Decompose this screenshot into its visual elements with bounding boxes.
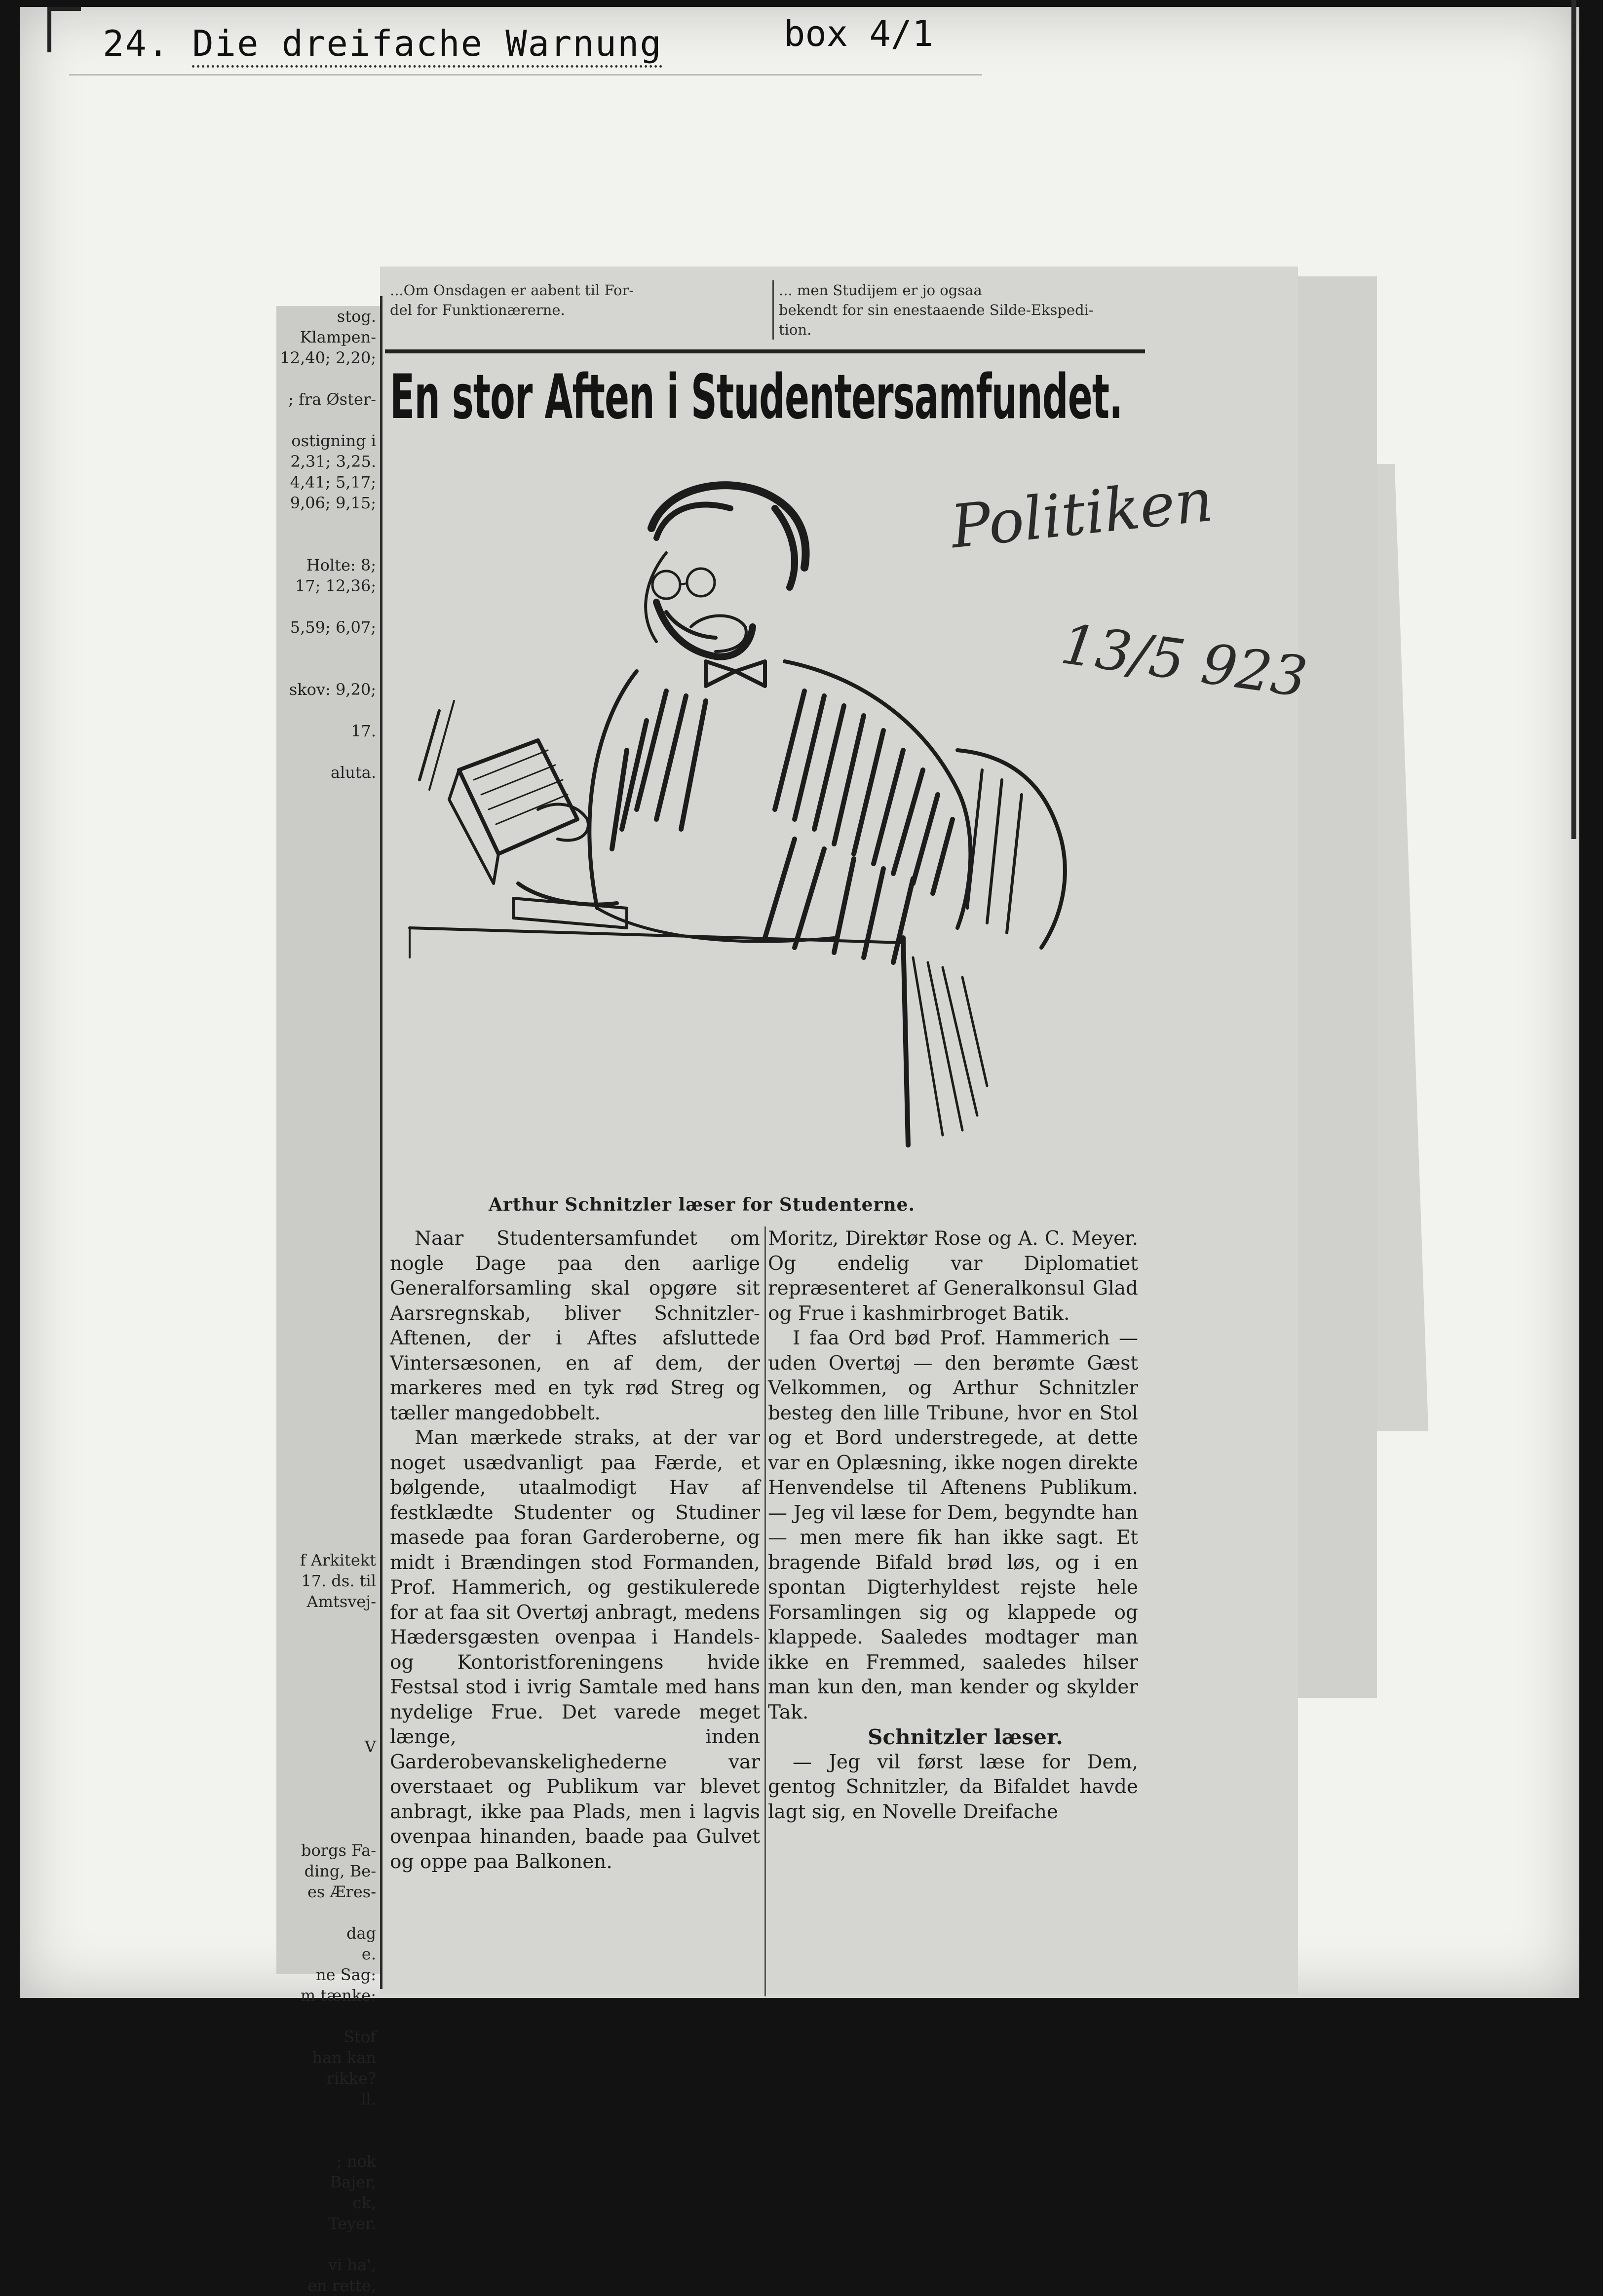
left-margin-line	[276, 969, 376, 990]
left-margin-line: Bajer,	[330, 2173, 376, 2191]
left-margin-line	[276, 1177, 376, 1197]
left-margin-line	[276, 1052, 376, 1073]
left-margin-line: 5,59; 6,07;	[290, 618, 376, 637]
left-margin-line	[276, 1695, 376, 1716]
left-margin-line: Teyer.	[328, 2214, 376, 2233]
left-margin-line	[276, 1384, 376, 1405]
left-margin-line: ll.	[361, 2090, 376, 2108]
left-margin-line	[276, 1322, 376, 1342]
left-margin-line	[276, 1757, 376, 1778]
handwritten-source: Politiken	[948, 466, 1217, 562]
header-box-label: box 4/1	[784, 13, 934, 54]
archive-header	[103, 23, 662, 64]
left-margin-line	[276, 638, 376, 658]
left-margin-line	[276, 866, 376, 886]
top-left-line: del for Funktionærerne.	[390, 302, 565, 318]
left-margin-line: es Æres-	[307, 1882, 376, 1901]
left-margin-line	[276, 1653, 376, 1674]
left-margin-line	[276, 1363, 376, 1384]
left-margin-line: e.	[361, 1945, 376, 1963]
article-column-right	[768, 1226, 1138, 1825]
left-margin-line	[276, 824, 376, 845]
left-margin-line	[276, 1716, 376, 1736]
left-margin-line	[276, 1488, 376, 1508]
left-margin-line	[276, 928, 376, 949]
left-margin-line: 4,41; 5,17;	[290, 473, 376, 492]
clipping-right-extension	[1298, 276, 1377, 1698]
left-margin-line: 2,31; 3,25.	[290, 452, 376, 471]
left-margin-line	[276, 1467, 376, 1488]
header-number: 24.	[103, 23, 170, 64]
left-margin-line: Holte: 8;	[306, 556, 376, 574]
left-margin-line: Klampen-	[300, 328, 376, 346]
left-margin-line: ; nok	[336, 2152, 376, 2171]
header-rule	[69, 74, 982, 76]
handwritten-date: 13/5 923	[1057, 612, 1311, 710]
left-margin-line: Amtsvej-	[306, 1592, 376, 1611]
column-separator	[764, 1226, 766, 1996]
article-paragraph: Man mærkede straks, at der var noget usædvanligt paa Færde, et bølgende, utaalmodigt Hav af festklædte Studenter og Studiner masede paa foran Garderoberne, og midt i Brændingen stod Formanden, Prof. Hammerich, og gestikulerede for at faa sit Overtøj anbragt, medens Hædersgæsten ovenpaa i Handels- og Kontoristforeningens hvide Festsal stod i ivrig Samtale med hans nydelige Frue. Det varede meget længe, inden Garderobevanskelighederne var overstaaet og Publikum var blevet anbragt, ikke paa Plads, men i lagvis ovenpaa hinanden, baade paa Gulvet og oppe paa Balkonen.	[390, 1427, 760, 1873]
left-margin-line	[276, 990, 376, 1011]
left-margin-line	[276, 949, 376, 969]
left-margin-line	[276, 1260, 376, 1280]
left-margin-line	[276, 804, 376, 824]
article-paragraph: Moritz, Direktør Rose og A. C. Meyer. Og endelig var Diplomatiet repræsenteret af Generalkonsul Glad og Frue i kashmirbroget Batik.	[768, 1227, 1138, 1325]
top-right-line: tion.	[779, 321, 812, 338]
article-subhead: Schnitzler læser.	[868, 1725, 1063, 1749]
article-paragraph: I faa Ord bød Prof. Hammerich — uden Overtøj — den berømte Gæst Velkommen, og Arthur Schnitzler besteg den lille Tribune, hvor en Stol og et Bord understregede, at dette var en Oplæsning, ikke nogen direkte Henvendelse til Aftenens Publikum. — Jeg vil læse for Dem, begyndte han — men mere fik han ikke sagt. Et bragende Bifald brød løs, og i en spontan Digterhyldest rejste hele Forsamlingen sig og klappede og klappede. Saaledes modtager man ikke en Fremmed, saaledes hilser man kun den, man kender og skylder Tak.	[768, 1327, 1138, 1723]
top-fragment-right	[772, 280, 1169, 340]
article-paragraph: — Jeg vil først læse for Dem, gentog Schnitzler, da Bifaldet havde lagt sig, en Novelle Dreifache	[768, 1751, 1138, 1823]
left-margin-line: stog.	[337, 307, 376, 326]
left-margin-line	[276, 2130, 376, 2151]
left-margin-line	[276, 1011, 376, 1032]
left-margin-line: skov: 9,20;	[289, 680, 376, 699]
left-margin-line: m tænke:	[300, 1986, 376, 2005]
left-margin-line	[276, 1094, 376, 1114]
left-margin-line	[276, 658, 376, 679]
article-headline: En stor Aften i Studentersamfundet.	[390, 361, 1123, 433]
left-margin-line	[276, 1819, 376, 1840]
clipping-left-margin	[276, 306, 380, 2295]
left-margin-line	[276, 1778, 376, 1799]
left-margin-line: dag	[346, 1924, 376, 1943]
left-margin-line	[276, 2234, 376, 2255]
left-margin-line	[276, 1280, 376, 1301]
left-margin-line: 17; 12,36;	[295, 576, 376, 595]
left-margin-line	[276, 1799, 376, 1819]
left-margin-line	[276, 1156, 376, 1177]
left-margin-line	[276, 1405, 376, 1425]
left-margin-line	[276, 783, 376, 804]
left-margin-line	[276, 534, 376, 555]
left-margin-line	[276, 907, 376, 928]
left-margin-line	[276, 1674, 376, 1695]
illustration-caption: Arthur Schnitzler læser for Studenterne.	[489, 1194, 916, 1215]
left-margin-line	[276, 1218, 376, 1239]
left-margin-line	[276, 368, 376, 389]
left-margin-line	[276, 1239, 376, 1260]
article-paragraph: Naar Studentersamfundet om nogle Dage paa den aarlige Generalforsamling skal opgøre sit Aarsregnskab, bliver Schnitzler-Aftenen, der i Aftes afsluttede Vintersæsonen, en af dem, der markeres med en tyk rød Streg og tæller mangedobbelt.	[390, 1227, 760, 1424]
top-fragment-left	[390, 280, 765, 320]
left-margin-line	[276, 1301, 376, 1322]
left-margin-line	[276, 1135, 376, 1156]
column-rule	[380, 296, 382, 1989]
left-margin-line: Stof	[344, 2028, 376, 2046]
left-margin-line: V	[364, 1737, 376, 1756]
top-left-line: ...Om Onsdagen er aabent til For-	[390, 282, 634, 299]
top-right-line: bekendt for sin enestaaende Silde-Ekspedi-	[779, 302, 1094, 318]
schnitzler-sketch-illustration	[390, 464, 1150, 1165]
left-margin-line: en rette,	[307, 2276, 376, 2295]
scan-edge	[1571, 0, 1576, 839]
left-margin-line	[276, 1612, 376, 1633]
left-margin-line: f Arkitekt	[300, 1551, 376, 1569]
left-margin-fragments	[276, 306, 380, 2296]
header-title: Die dreifache Warnung	[192, 23, 662, 68]
left-margin-line	[276, 741, 376, 762]
left-margin-line: ck,	[352, 2193, 376, 2212]
left-margin-line: vi ha',	[328, 2256, 376, 2274]
left-margin-line: ; fra Øster-	[288, 390, 376, 409]
left-margin-line	[276, 410, 376, 430]
left-margin-line	[276, 1114, 376, 1135]
left-margin-line	[276, 1446, 376, 1467]
top-right-line: ... men Studijem er jo ogsaa	[779, 282, 982, 299]
article-column-left	[390, 1226, 760, 1875]
left-margin-line: aluta.	[330, 763, 376, 782]
left-margin-line	[276, 1197, 376, 1218]
left-margin-line: rikke?	[326, 2069, 376, 2088]
left-margin-line: 12,40; 2,20;	[280, 348, 376, 367]
left-margin-line	[276, 886, 376, 907]
left-margin-line: borgs Fa-	[301, 1841, 376, 1860]
left-margin-line	[276, 1342, 376, 1363]
left-margin-line: 17.	[351, 722, 376, 740]
left-margin-line	[276, 1425, 376, 1446]
left-margin-line: ostigning i	[291, 431, 376, 450]
headline-rule	[385, 349, 1145, 353]
left-margin-line: ding, Be-	[304, 1862, 376, 1880]
left-margin-line: 9,06; 9,15;	[290, 494, 376, 512]
frame-corner	[47, 7, 81, 52]
left-margin-line: 17. ds. til	[301, 1571, 376, 1590]
left-margin-line	[276, 596, 376, 617]
left-margin-line: han kan	[312, 2048, 376, 2067]
left-margin-line	[276, 1902, 376, 1923]
left-margin-line	[276, 1633, 376, 1653]
left-margin-line	[276, 2109, 376, 2130]
left-margin-line	[276, 2006, 376, 2027]
left-margin-line	[276, 1529, 376, 1550]
left-margin-line	[276, 513, 376, 534]
left-margin-line	[276, 1032, 376, 1052]
left-margin-line	[276, 845, 376, 866]
left-margin-line	[276, 1508, 376, 1529]
left-margin-line	[276, 700, 376, 721]
left-margin-line	[276, 1073, 376, 1094]
left-margin-line: ne Sag:	[316, 1965, 376, 1984]
